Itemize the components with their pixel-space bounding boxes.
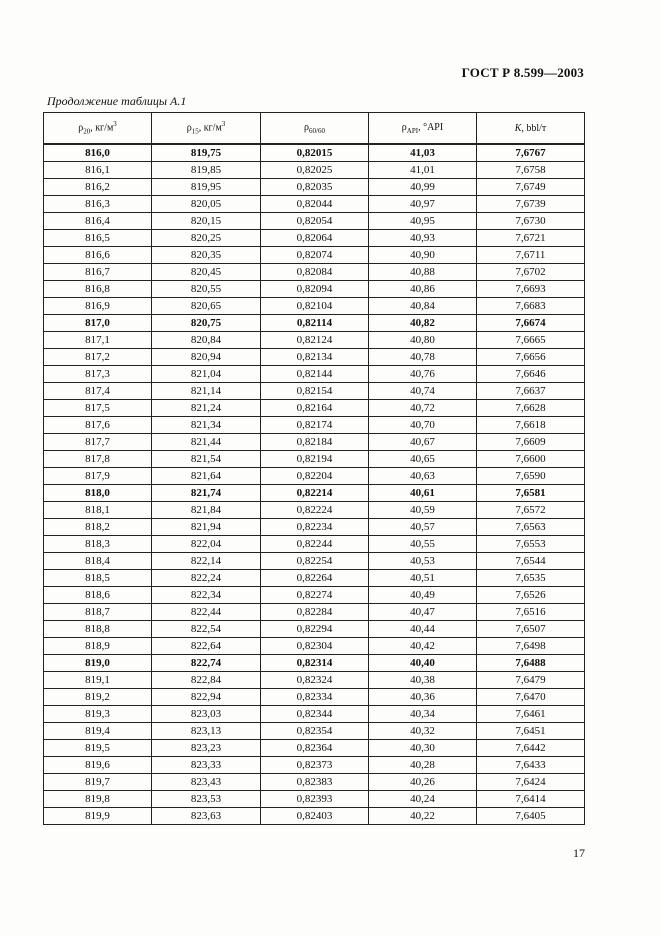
table-cell: 40,28 [369, 757, 477, 774]
table-cell: 7,6414 [477, 791, 585, 808]
table-cell: 821,24 [152, 400, 261, 417]
table-cell: 821,94 [152, 519, 261, 536]
table-cell: 40,90 [369, 247, 477, 264]
table-body [44, 144, 585, 825]
table-cell: 816,5 [44, 230, 152, 247]
table-cell: 7,6730 [477, 213, 585, 230]
table-row [44, 400, 585, 417]
table-cell: 40,61 [369, 485, 477, 502]
table-cell: 40,42 [369, 638, 477, 655]
table-row [44, 808, 585, 825]
table-cell: 818,9 [44, 638, 152, 655]
density-table [43, 112, 585, 825]
table-cell: 7,6767 [477, 144, 585, 162]
table-row [44, 366, 585, 383]
table-cell: 40,95 [369, 213, 477, 230]
column-symbol: ρ [401, 121, 407, 133]
table-cell: 40,97 [369, 196, 477, 213]
table-row [44, 485, 585, 502]
table-cell: 0,82294 [261, 621, 369, 638]
table-row [44, 434, 585, 451]
table-cell: 820,84 [152, 332, 261, 349]
table-cell: 0,82254 [261, 553, 369, 570]
table-row [44, 298, 585, 315]
table-cell: 0,82084 [261, 264, 369, 281]
table-cell: 41,01 [369, 162, 477, 179]
table-header-row [44, 113, 585, 145]
table-cell: 0,82154 [261, 383, 369, 400]
table-cell: 7,6479 [477, 672, 585, 689]
column-header [152, 113, 261, 145]
table-cell: 0,82314 [261, 655, 369, 672]
table-cell: 40,78 [369, 349, 477, 366]
table-row [44, 706, 585, 723]
table-cell: 821,04 [152, 366, 261, 383]
table-cell: 816,3 [44, 196, 152, 213]
table-cell: 818,1 [44, 502, 152, 519]
table-cell: 819,7 [44, 774, 152, 791]
table-cell: 821,64 [152, 468, 261, 485]
table-cell: 0,82114 [261, 315, 369, 332]
table-cell: 819,3 [44, 706, 152, 723]
table-cell: 817,2 [44, 349, 152, 366]
table-cell: 7,6516 [477, 604, 585, 621]
table-cell: 40,49 [369, 587, 477, 604]
table-cell: 0,82224 [261, 502, 369, 519]
table-cell: 40,38 [369, 672, 477, 689]
table-cell: 819,95 [152, 179, 261, 196]
column-symbol: ρ [304, 121, 310, 133]
table-cell: 40,74 [369, 383, 477, 400]
column-superscript: 3 [221, 120, 226, 129]
table-cell: 7,6758 [477, 162, 585, 179]
document-id: ГОСТ Р 8.599—2003 [461, 65, 584, 80]
table-cell: 818,8 [44, 621, 152, 638]
table-cell: 817,3 [44, 366, 152, 383]
table-cell: 0,82144 [261, 366, 369, 383]
table-cell: 40,59 [369, 502, 477, 519]
table-row [44, 655, 585, 672]
table-cell: 7,6637 [477, 383, 585, 400]
table-cell: 40,82 [369, 315, 477, 332]
table-row [44, 213, 585, 230]
table-cell: 822,04 [152, 536, 261, 553]
table-cell: 40,34 [369, 706, 477, 723]
table-cell: 40,65 [369, 451, 477, 468]
table-cell: 40,36 [369, 689, 477, 706]
table-cell: 41,03 [369, 144, 477, 162]
column-superscript: 3 [113, 120, 117, 129]
table-cell: 819,1 [44, 672, 152, 689]
table-cell: 7,6526 [477, 587, 585, 604]
table-cell: 818,5 [44, 570, 152, 587]
table-cell: 816,4 [44, 213, 152, 230]
table-cell: 823,43 [152, 774, 261, 791]
table-cell: 0,82035 [261, 179, 369, 196]
table-cell: 821,74 [152, 485, 261, 502]
table-cell: 7,6702 [477, 264, 585, 281]
table-cell: 40,24 [369, 791, 477, 808]
table-cell: 0,82174 [261, 417, 369, 434]
table-cell: 823,13 [152, 723, 261, 740]
table-cell: 0,82393 [261, 791, 369, 808]
table-row [44, 247, 585, 264]
table-cell: 822,74 [152, 655, 261, 672]
table-cell: 818,4 [44, 553, 152, 570]
table-cell: 0,82214 [261, 485, 369, 502]
column-symbol: K [514, 122, 522, 134]
table-cell: 0,82234 [261, 519, 369, 536]
column-header [44, 113, 152, 145]
table-row [44, 791, 585, 808]
column-unit: , кг/м [90, 122, 114, 134]
table-cell: 822,24 [152, 570, 261, 587]
table-cell: 40,84 [369, 298, 477, 315]
table-cell: 0,82334 [261, 689, 369, 706]
table-cell: 819,5 [44, 740, 152, 757]
table-cell: 40,70 [369, 417, 477, 434]
table-cell: 822,64 [152, 638, 261, 655]
table-cell: 821,34 [152, 417, 261, 434]
table-cell: 0,82244 [261, 536, 369, 553]
table-cell: 40,67 [369, 434, 477, 451]
table-cell: 40,26 [369, 774, 477, 791]
table-cell: 817,7 [44, 434, 152, 451]
column-subscript: API [406, 126, 419, 135]
table-cell: 0,82304 [261, 638, 369, 655]
table-cell: 821,84 [152, 502, 261, 519]
table-cell: 821,54 [152, 451, 261, 468]
table-row [44, 774, 585, 791]
table-cell: 7,6656 [477, 349, 585, 366]
column-symbol: ρ [78, 122, 84, 134]
table-cell: 823,53 [152, 791, 261, 808]
table-cell: 823,63 [152, 808, 261, 825]
table-cell: 0,82264 [261, 570, 369, 587]
table-cell: 820,05 [152, 196, 261, 213]
table-row [44, 740, 585, 757]
table-cell: 40,80 [369, 332, 477, 349]
table-cell: 40,47 [369, 604, 477, 621]
table-row [44, 451, 585, 468]
table-cell: 0,82134 [261, 349, 369, 366]
table-cell: 819,6 [44, 757, 152, 774]
table-cell: 7,6535 [477, 570, 585, 587]
table-cell: 817,4 [44, 383, 152, 400]
table-cell: 0,82104 [261, 298, 369, 315]
table-cell: 0,82164 [261, 400, 369, 417]
table-cell: 40,93 [369, 230, 477, 247]
table-cell: 0,82373 [261, 757, 369, 774]
table-cell: 40,86 [369, 281, 477, 298]
table-caption: Продолжение таблицы А.1 [47, 94, 187, 108]
table-cell: 816,8 [44, 281, 152, 298]
table-cell: 7,6451 [477, 723, 585, 740]
table-cell: 7,6618 [477, 417, 585, 434]
table-cell: 40,44 [369, 621, 477, 638]
table-cell: 819,4 [44, 723, 152, 740]
table-cell: 0,82324 [261, 672, 369, 689]
table-row [44, 264, 585, 281]
table-cell: 40,99 [369, 179, 477, 196]
table-cell: 818,0 [44, 485, 152, 502]
table-cell: 817,1 [44, 332, 152, 349]
table-cell: 7,6581 [477, 485, 585, 502]
table-cell: 820,25 [152, 230, 261, 247]
table-cell: 818,6 [44, 587, 152, 604]
table-cell: 822,34 [152, 587, 261, 604]
table-row [44, 587, 585, 604]
table-cell: 7,6674 [477, 315, 585, 332]
table-row [44, 281, 585, 298]
table-cell: 817,8 [44, 451, 152, 468]
column-header [477, 113, 585, 145]
table-row [44, 144, 585, 162]
table-cell: 823,03 [152, 706, 261, 723]
column-subscript: 60/60 [309, 126, 325, 135]
table-cell: 7,6628 [477, 400, 585, 417]
table-row [44, 519, 585, 536]
table-cell: 820,55 [152, 281, 261, 298]
table-cell: 0,82403 [261, 808, 369, 825]
table-row [44, 179, 585, 196]
table-cell: 7,6424 [477, 774, 585, 791]
table-cell: 816,6 [44, 247, 152, 264]
table-cell: 40,53 [369, 553, 477, 570]
table-cell: 7,6507 [477, 621, 585, 638]
table-cell: 7,6498 [477, 638, 585, 655]
table-row [44, 672, 585, 689]
page-number: 17 [573, 846, 585, 860]
table-cell: 823,33 [152, 757, 261, 774]
table-cell: 822,94 [152, 689, 261, 706]
table-cell: 819,85 [152, 162, 261, 179]
table-cell: 820,45 [152, 264, 261, 281]
table-cell: 0,82094 [261, 281, 369, 298]
table-row [44, 638, 585, 655]
table-cell: 7,6442 [477, 740, 585, 757]
table-cell: 40,22 [369, 808, 477, 825]
table-cell: 819,8 [44, 791, 152, 808]
table-row [44, 570, 585, 587]
table-cell: 819,9 [44, 808, 152, 825]
table-cell: 819,0 [44, 655, 152, 672]
table-row [44, 196, 585, 213]
table-cell: 819,75 [152, 144, 261, 162]
table-cell: 7,6572 [477, 502, 585, 519]
table-cell: 40,72 [369, 400, 477, 417]
table-row [44, 468, 585, 485]
table-cell: 7,6739 [477, 196, 585, 213]
table-cell: 7,6749 [477, 179, 585, 196]
table-row [44, 604, 585, 621]
table-cell: 822,44 [152, 604, 261, 621]
table-row [44, 162, 585, 179]
table-cell: 820,94 [152, 349, 261, 366]
table-cell: 7,6711 [477, 247, 585, 264]
table-cell: 818,3 [44, 536, 152, 553]
table-row [44, 349, 585, 366]
table-cell: 0,82074 [261, 247, 369, 264]
table-cell: 818,2 [44, 519, 152, 536]
column-header [261, 113, 369, 145]
table-cell: 0,82124 [261, 332, 369, 349]
table-cell: 822,14 [152, 553, 261, 570]
table-cell: 7,6590 [477, 468, 585, 485]
table-cell: 816,9 [44, 298, 152, 315]
table-cell: 0,82064 [261, 230, 369, 247]
table-cell: 817,6 [44, 417, 152, 434]
table-cell: 0,82344 [261, 706, 369, 723]
table-cell: 7,6683 [477, 298, 585, 315]
table-cell: 822,54 [152, 621, 261, 638]
table-cell: 40,32 [369, 723, 477, 740]
table-cell: 0,82284 [261, 604, 369, 621]
table-row [44, 536, 585, 553]
table-cell: 0,82015 [261, 144, 369, 162]
table-cell: 7,6544 [477, 553, 585, 570]
table-row [44, 553, 585, 570]
table-cell: 0,82364 [261, 740, 369, 757]
table-cell: 816,1 [44, 162, 152, 179]
column-unit: , °API [418, 121, 444, 133]
column-header [369, 113, 477, 145]
table-cell: 820,65 [152, 298, 261, 315]
table-cell: 817,0 [44, 315, 152, 332]
table-cell: 0,82194 [261, 451, 369, 468]
table-cell: 0,82204 [261, 468, 369, 485]
table-cell: 817,5 [44, 400, 152, 417]
table-cell: 40,63 [369, 468, 477, 485]
table-row [44, 383, 585, 400]
table-cell: 7,6461 [477, 706, 585, 723]
table-cell: 0,82383 [261, 774, 369, 791]
table-cell: 7,6693 [477, 281, 585, 298]
table-cell: 820,75 [152, 315, 261, 332]
table-cell: 40,57 [369, 519, 477, 536]
table-cell: 7,6721 [477, 230, 585, 247]
table-cell: 816,0 [44, 144, 152, 162]
table-cell: 7,6470 [477, 689, 585, 706]
table-cell: 7,6433 [477, 757, 585, 774]
table-cell: 820,35 [152, 247, 261, 264]
table-cell: 7,6553 [477, 536, 585, 553]
column-unit: , кг/м [198, 122, 222, 134]
table-cell: 817,9 [44, 468, 152, 485]
table-row [44, 723, 585, 740]
table-cell: 823,23 [152, 740, 261, 757]
table-cell: 7,6600 [477, 451, 585, 468]
column-subscript: 15 [191, 127, 199, 136]
table-cell: 40,88 [369, 264, 477, 281]
table-row [44, 315, 585, 332]
table-cell: 818,7 [44, 604, 152, 621]
table-cell: 822,84 [152, 672, 261, 689]
column-symbol: ρ [186, 122, 192, 134]
table-cell: 7,6665 [477, 332, 585, 349]
table-cell: 0,82054 [261, 213, 369, 230]
column-subscript: 20 [83, 127, 91, 136]
table-cell: 40,55 [369, 536, 477, 553]
table-cell: 7,6609 [477, 434, 585, 451]
table-row [44, 417, 585, 434]
table-row [44, 757, 585, 774]
table-row [44, 689, 585, 706]
table-cell: 7,6563 [477, 519, 585, 536]
table-cell: 819,2 [44, 689, 152, 706]
table-row [44, 230, 585, 247]
table-cell: 816,2 [44, 179, 152, 196]
table-cell: 40,51 [369, 570, 477, 587]
table-cell: 821,44 [152, 434, 261, 451]
table-cell: 816,7 [44, 264, 152, 281]
table-cell: 40,76 [369, 366, 477, 383]
table-cell: 7,6405 [477, 808, 585, 825]
table-cell: 0,82025 [261, 162, 369, 179]
table-row [44, 502, 585, 519]
table-cell: 7,6488 [477, 655, 585, 672]
table-cell: 40,40 [369, 655, 477, 672]
column-unit: , bbl/т [521, 122, 547, 134]
table-cell: 40,30 [369, 740, 477, 757]
table-cell: 0,82274 [261, 587, 369, 604]
table-row [44, 332, 585, 349]
table-cell: 821,14 [152, 383, 261, 400]
table-cell: 0,82044 [261, 196, 369, 213]
table-cell: 820,15 [152, 213, 261, 230]
table-cell: 7,6646 [477, 366, 585, 383]
table-cell: 0,82184 [261, 434, 369, 451]
table-cell: 0,82354 [261, 723, 369, 740]
table-row [44, 621, 585, 638]
